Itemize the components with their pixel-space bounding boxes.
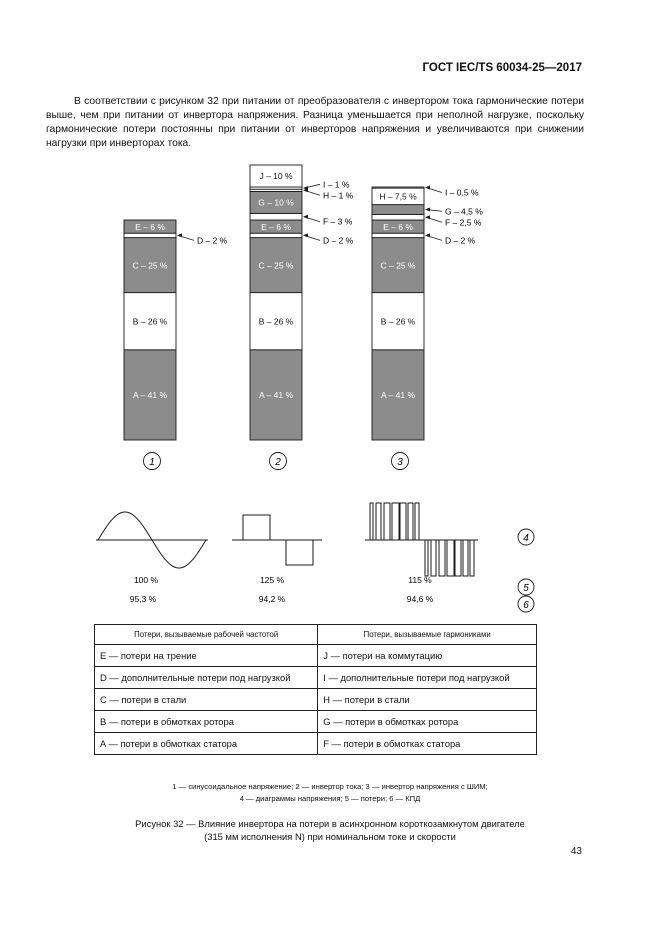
bar-3-segment-F [372, 215, 424, 221]
pwm-pulse-negative-4 [447, 540, 454, 576]
table-header-row [95, 625, 537, 645]
table-cell: B — потери в обмотках ротора [95, 711, 318, 733]
efficiency-value-2: 94,2 % [258, 594, 286, 604]
bar-3-arrow-F [425, 215, 430, 219]
pwm-pulse-negative-1 [425, 540, 428, 576]
bar-3-arrow-I [425, 186, 430, 190]
table-row [95, 711, 537, 733]
bar-2-segment-D [250, 233, 302, 237]
pwm-pulse-positive-7 [415, 503, 419, 540]
bar-3-segment-G [372, 205, 424, 215]
efficiency-row [130, 594, 434, 604]
stacked-bars [124, 165, 424, 440]
notes-line-2: 4 — диаграммы напряжения; 5 — потери; 6 — КПД [239, 794, 421, 803]
row-marker-6: 6 [523, 600, 529, 611]
bar-3-callout-F: F – 2,5 % [445, 217, 482, 228]
table-cell: J — потери на коммутацию [318, 645, 537, 667]
efficiency-value-1: 95,3 % [129, 594, 157, 604]
bar-3-callout-I: I – 0,5 % [445, 187, 479, 198]
callout-labels [177, 179, 483, 245]
bar-3-label-A: A – 41 % [380, 390, 416, 401]
bar-1-label-B: B – 26 % [132, 316, 168, 327]
pwm-pulse-negative-7 [470, 540, 474, 576]
figure-markers [144, 453, 409, 470]
bar-1-label-E: E – 6 % [135, 221, 165, 232]
bar-3-label-E: E – 6 % [383, 221, 413, 232]
figure-notes [60, 781, 600, 805]
pwm-pulse-negative-2 [431, 540, 436, 576]
bar-1-label-A: A – 41 % [132, 390, 168, 401]
bar-1-segment-D [124, 233, 176, 237]
bar-2-label-G: G – 10 % [258, 197, 294, 208]
table-cell: E — потери на трение [95, 645, 318, 667]
bar-2-label-E: E – 6 % [261, 221, 291, 232]
bar-3-callout-D: D – 2 % [445, 235, 476, 246]
waveform-current-inverter [232, 515, 322, 565]
table-cell: D — дополнительные потери под нагрузкой [95, 667, 318, 689]
page-number: 43 [570, 846, 582, 857]
header-harmonic: Потери, вызываемые гармониками [318, 625, 537, 645]
table-row [95, 645, 537, 667]
losses-legend-table [94, 624, 537, 755]
bar-2-callout-H: H – 1 % [323, 190, 354, 201]
bar-3-callout-G: G – 4,5 % [445, 206, 483, 217]
total-losses-row [134, 575, 432, 585]
table-row [95, 733, 537, 755]
figure-caption [60, 817, 600, 843]
bar-3-segment-I [372, 187, 424, 188]
bar-2-label-J: J – 10 % [259, 171, 293, 182]
pwm-pulse-positive-4 [392, 503, 399, 540]
bar-3-segment-D [372, 233, 424, 237]
caption-line-1: Рисунок 32 — Влияние инвертора на потери в асинхронном короткозамкнутом двигателе [135, 818, 525, 829]
header-fundamental: Потери, вызываемые рабочей частотой [95, 625, 318, 645]
table-row [95, 667, 537, 689]
table-cell: F — потери в обмотках статора [318, 733, 537, 755]
pwm-pulse-negative-6 [463, 540, 468, 576]
bar-3-label-H: H – 7,5 % [379, 191, 417, 202]
document-header: ГОСТ IEC/TS 60034-25—2017 [422, 62, 582, 74]
pwm-pulse-positive-1 [370, 503, 373, 540]
caption-line-2: (315 мм исполнения N) при номинальном токе и скорости [204, 831, 456, 842]
table-cell: H — потери в стали [318, 689, 537, 711]
pwm-pulse-negative-5 [455, 540, 461, 576]
intro-text: В соответствии с рисунком 32 при питании от преобразователя с инвертором тока гармонические потери выше, чем при питании от инвертора напряжения. Разница уменьшается при неполной нагрузке, поскольку гармонические потери постоянны при питании от инверторов напряжения и увеличиваются при снижении нагрузки при инверторах тока. [46, 96, 584, 149]
pwm-pulse-negative-3 [439, 540, 445, 576]
table-row [95, 689, 537, 711]
bar-2-arrow-F [303, 215, 308, 219]
bar-1-arrow-D [177, 233, 182, 237]
losses-value-3: 115 % [408, 575, 432, 585]
bar-2-arrow-D [303, 233, 308, 237]
bar-3-label-B: B – 26 % [380, 316, 416, 327]
bar-2-label-A: A – 41 % [258, 390, 294, 401]
bar-3-arrow-G [425, 208, 430, 212]
table-cell: G — потери в обмотках ротора [318, 711, 537, 733]
row-marker-5: 5 [523, 583, 529, 594]
waveform-sine [96, 512, 208, 568]
bar-marker-2: 2 [275, 457, 281, 468]
table-cell: I — дополнительные потери под нагрузкой [318, 667, 537, 689]
bar-3-arrow-D [425, 233, 430, 237]
bar-2-callout-D: D – 2 % [323, 235, 354, 246]
notes-line-1: 1 — синусоидальное напряжение; 2 — инвертор тока; 3 — инвертор напряжения с ШИМ; [172, 782, 488, 791]
efficiency-value-3: 94,6 % [406, 594, 434, 604]
bar-2-segment-F [250, 213, 302, 220]
bar-2-label-C: C – 25 % [258, 260, 294, 271]
bar-marker-3: 3 [397, 457, 403, 468]
pwm-pulse-positive-2 [376, 503, 381, 540]
bar-3-label-C: C – 25 % [380, 260, 416, 271]
bar-2-label-B: B – 26 % [258, 316, 294, 327]
bar-2-callout-I: I – 1 % [323, 179, 350, 190]
losses-value-1: 100 % [133, 575, 159, 585]
table-cell: A — потери в обмотках статора [95, 733, 318, 755]
losses-value-2: 125 % [259, 575, 285, 585]
row-marker-4: 4 [523, 533, 529, 544]
row-markers [518, 529, 534, 612]
waveform-pwm-inverter [365, 503, 478, 576]
bar-2-callout-F: F – 3 % [323, 216, 353, 227]
pwm-pulse-positive-3 [384, 503, 390, 540]
pwm-pulse-positive-5 [400, 503, 406, 540]
pwm-pulse-positive-6 [408, 503, 413, 540]
bar-marker-1: 1 [149, 457, 155, 468]
table-cell: C — потери в стали [95, 689, 318, 711]
bar-1-callout-D: D – 2 % [197, 235, 228, 246]
bar-1-label-C: C – 25 % [132, 260, 168, 271]
